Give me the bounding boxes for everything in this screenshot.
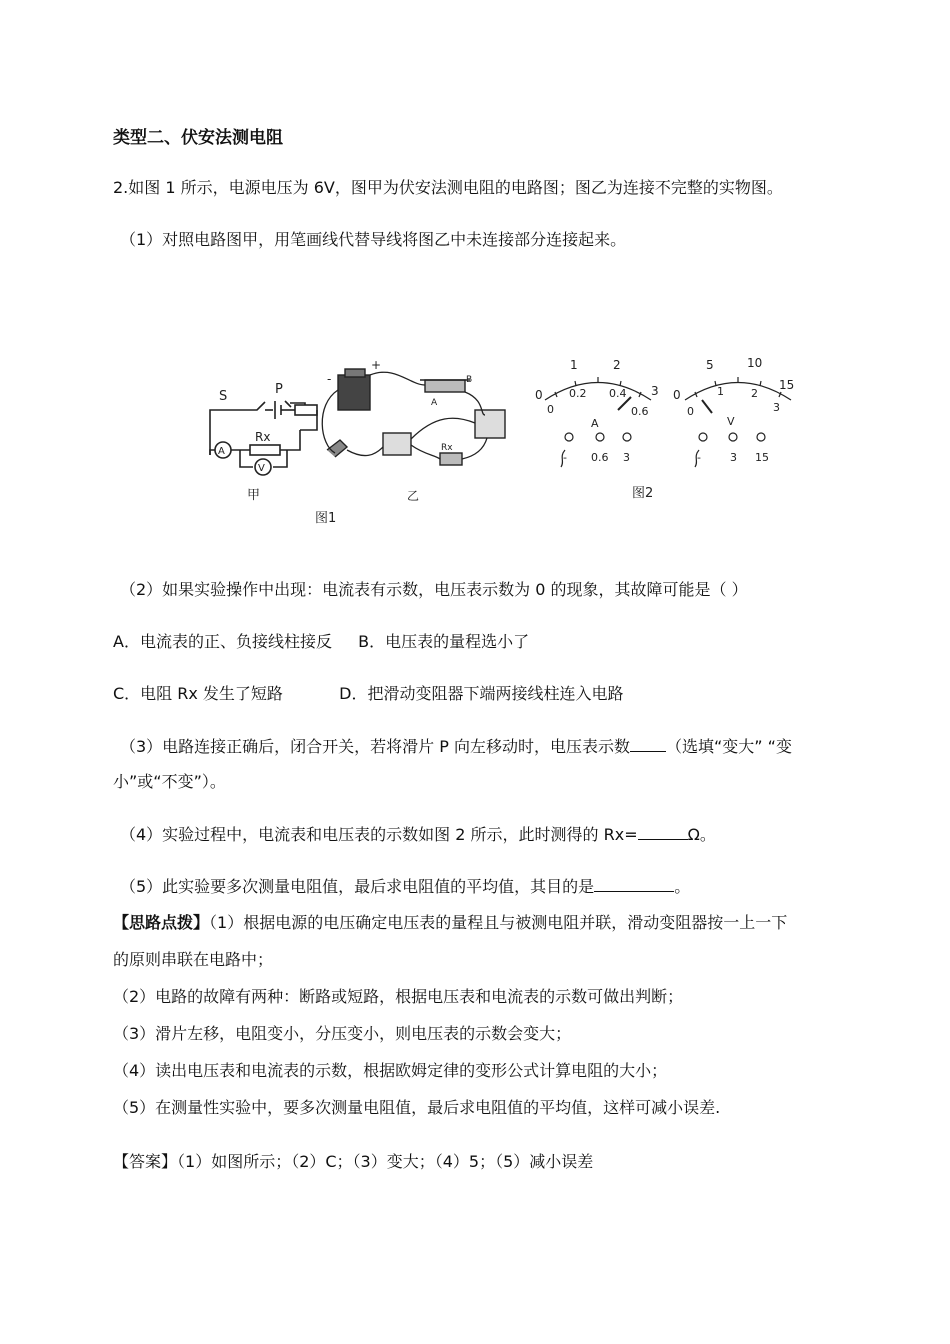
analysis-line-4: （4）读出电压表和电流表的示数，根据欧姆定律的变形公式计算电阻的大小； (113, 1061, 668, 1080)
analysis-text-1: （1）根据电源的电压确定电压表的量程且与被测电阻并联，滑动变阻器按一上一下 (209, 913, 788, 932)
label-fig1: 图1 (315, 511, 337, 525)
question-part-5-text: （5）此实验要多次测量电阻值，最后求电阻值的平均值，其目的是 (120, 877, 595, 896)
voltmeter-terminal-3: 3 (730, 451, 737, 464)
voltmeter-bottom-0: 0 (687, 405, 694, 418)
ammeter-terminal-3: 3 (623, 451, 630, 464)
option-d: D．把滑动变阻器下端两接线柱连入电路 (339, 684, 624, 703)
question-part-2: （2）如果实验操作中出现：电流表有示数，电压表示数为 0 的现象，其故障可能是（ ） (120, 580, 748, 599)
analysis-line-2: （2）电路的故障有两种：断路或短路，根据电压表和电流表的示数可做出判断； (113, 987, 684, 1006)
ammeter-top-3: 3 (651, 384, 659, 398)
option-row-1 (113, 631, 529, 653)
ammeter-terminal-0.6: 0.6 (591, 451, 609, 464)
answer-label: 【答案】 (113, 1152, 178, 1171)
label-P: P (275, 382, 283, 397)
question-part-3-options: （选填“变大” “变 (666, 737, 792, 756)
ammeter-bottom-1: 0.2 (569, 387, 587, 400)
ammeter-top-0: 0 (535, 388, 543, 402)
option-a: A．电流表的正、负接线柱接反 (113, 632, 332, 651)
voltmeter-terminal-15: 15 (755, 451, 769, 464)
answer-blank-3 (630, 735, 666, 752)
label-B: B (466, 375, 473, 385)
option-row-2 (113, 683, 623, 705)
analysis-line-1b: 的原则串联在电路中； (113, 950, 274, 969)
question-part-4 (120, 823, 716, 846)
rheostat (425, 380, 465, 392)
label-S: S (219, 389, 228, 404)
ammeter-terminal-minus: - (563, 451, 567, 464)
voltmeter-bottom-2: 2 (751, 387, 758, 400)
analysis-line-5: （5）在测量性实验中，要多次测量电阻值，最后求电阻值的平均值，这样可减小误差. (113, 1098, 721, 1117)
ammeter-top-2: 2 (613, 358, 621, 372)
voltmeter-top-0: 0 (673, 388, 681, 402)
label-A-diagram: A (218, 446, 225, 457)
question-part-1: （1）对照电路图甲，用笔画线代替导线将图乙中未连接部分连接起来。 (120, 230, 627, 249)
question-part-5-end: 。 (674, 877, 691, 896)
resistor-device (440, 453, 462, 465)
label-plus: + (371, 358, 382, 372)
ammeter-bottom-3: 0.6 (631, 405, 649, 418)
battery-box (338, 375, 370, 410)
analysis-line-1 (113, 912, 787, 934)
label-yi: 乙 (407, 489, 420, 503)
section-title: 类型二、伏安法测电阻 (113, 128, 283, 148)
answer-line (113, 1151, 593, 1173)
analysis-line-3: （3）滑片左移，电阻变小，分压变小，则电压表的示数会变大； (113, 1024, 572, 1043)
figure-svg (195, 355, 815, 525)
ammeter-device (383, 433, 411, 455)
voltmeter-unit: V (727, 415, 735, 428)
ammeter-bottom-0: 0 (547, 403, 554, 416)
question-part-3-line2: 小”或“不变”）。 (113, 772, 226, 791)
label-jia: 甲 (247, 488, 261, 503)
option-c: C．电阻 Rx 发生了短路 (113, 684, 283, 703)
question-part-4-unit: Ω。 (687, 825, 716, 844)
label-Rx-diagram: Rx (255, 430, 271, 444)
ammeter-dial-arc (545, 383, 651, 401)
question-part-5 (120, 875, 690, 898)
ammeter-top-1: 1 (570, 358, 578, 372)
question-part-3-text: （3）电路连接正确后，闭合开关，若将滑片 P 向左移动时，电压表示数 (120, 737, 631, 756)
voltmeter-device (475, 410, 505, 438)
voltmeter-pointer (702, 400, 712, 413)
question-part-4-text: （4）实验过程中，电流表和电压表的示数如图 2 所示，此时测得的 Rx= (120, 825, 638, 844)
label-V-diagram: V (258, 463, 265, 474)
voltmeter-bottom-3: 3 (773, 401, 780, 414)
question-part-3-line1 (120, 735, 792, 758)
ammeter-bottom-2: 0.4 (609, 387, 627, 400)
label-Rx-device: Rx (441, 443, 453, 453)
answer-text: （1）如图所示；（2）C；（3）变大；（4）5；（5）减小误差 (177, 1152, 594, 1171)
figure-circuit-and-meters (195, 355, 815, 525)
answer-blank-5 (594, 875, 674, 892)
voltmeter-top-15: 15 (779, 378, 795, 392)
voltmeter-top-5: 5 (706, 358, 714, 372)
voltmeter-dial-arc (685, 383, 791, 401)
ammeter-unit: A (591, 417, 599, 430)
option-b: B．电压表的量程选小了 (358, 632, 530, 651)
analysis-label: 【思路点拨】 (113, 913, 210, 932)
question-intro: 2.如图 1 所示，电源电压为 6V，图甲为伏安法测电阻的电路图；图乙为连接不完整的实物图。 (113, 178, 783, 197)
label-fig2: 图2 (632, 486, 654, 501)
voltmeter-top-10: 10 (747, 356, 763, 370)
answer-blank-4 (638, 823, 688, 840)
resistor-symbol (250, 445, 280, 455)
label-minus: - (327, 372, 332, 386)
label-A-rheostat: A (431, 398, 438, 408)
voltmeter-bottom-1: 1 (717, 385, 724, 398)
voltmeter-terminal-minus: - (697, 451, 701, 464)
